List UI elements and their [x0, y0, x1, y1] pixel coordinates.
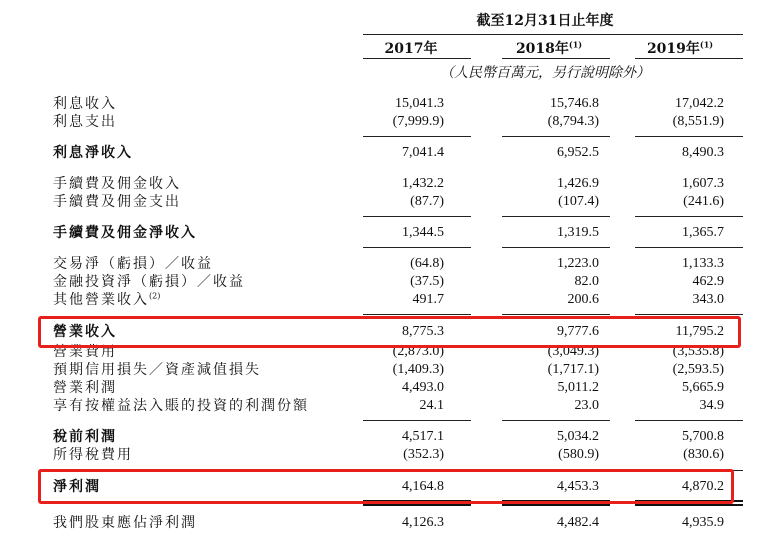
- value-2017: (2,873.0): [392, 344, 444, 359]
- subtotal-rule: [635, 216, 743, 217]
- value-2019: 1,607.3: [682, 176, 724, 191]
- table-row: [0, 112, 780, 132]
- value-2017: 491.7: [412, 292, 444, 307]
- value-2018: 1,319.5: [557, 225, 599, 240]
- value-2019: 462.9: [692, 274, 724, 289]
- table-row: [0, 192, 780, 212]
- value-2018: 5,034.2: [557, 429, 599, 444]
- table-row: [0, 254, 780, 274]
- value-2017: (64.8): [410, 256, 444, 271]
- table-row: [0, 445, 780, 465]
- header-rule: [363, 34, 743, 35]
- year-note: (1): [568, 39, 583, 50]
- row-label: 營業收入: [53, 324, 117, 340]
- total-double-rule: [363, 504, 471, 506]
- value-2019: (3,535.8): [672, 344, 724, 359]
- row-label: 利息支出: [53, 114, 117, 130]
- year-rule-2017: [363, 58, 471, 59]
- year-header-2019: [615, 38, 745, 58]
- value-2018: 1,426.9: [557, 176, 599, 191]
- table-row: [0, 360, 780, 380]
- year-label: 2019年: [646, 41, 700, 57]
- value-2018: (3,049.3): [547, 344, 599, 359]
- net-profit-highlight: [38, 469, 734, 504]
- value-2019: 343.0: [692, 292, 724, 307]
- value-2017: (87.7): [410, 194, 444, 209]
- value-2017: 4,493.0: [402, 380, 444, 395]
- row-label: 金融投資淨（虧損）／收益: [53, 274, 245, 290]
- value-2017: 24.1: [419, 398, 444, 413]
- period-header: 截至12月31日止年度: [476, 13, 614, 29]
- row-label: 預期信用損失／資產減值損失: [53, 362, 261, 378]
- subtotal-rule: [502, 216, 610, 217]
- row-label: 手續費及佣金收入: [53, 176, 181, 192]
- row-label: 手續費及佣金支出: [53, 194, 181, 210]
- table-row: [0, 272, 780, 292]
- value-2018: 6,952.5: [557, 145, 599, 160]
- value-2019: 5,700.8: [682, 429, 724, 444]
- value-2018: 1,223.0: [557, 256, 599, 271]
- row-label: 利息淨收入: [53, 145, 133, 161]
- row-label: 交易淨（虧損）／收益: [53, 256, 213, 272]
- subtotal-rule: [635, 420, 743, 421]
- value-2017: (37.5): [410, 274, 444, 289]
- value-2017: 1,432.2: [402, 176, 444, 191]
- value-2017: 8,775.3: [402, 324, 444, 339]
- table-row: [0, 174, 780, 194]
- table-row: [0, 290, 780, 310]
- value-2017: 15,041.3: [395, 96, 444, 111]
- value-2019: 17,042.2: [675, 96, 724, 111]
- total-double-rule: [502, 504, 610, 506]
- value-2018: 4,453.3: [557, 479, 599, 494]
- value-2018: 200.6: [567, 292, 599, 307]
- value-2018: 15,746.8: [550, 96, 599, 111]
- year-header-2017: [346, 38, 476, 58]
- value-2019: 4,870.2: [682, 479, 724, 494]
- value-2018: 9,777.6: [557, 324, 599, 339]
- value-2019: 8,490.3: [682, 145, 724, 160]
- subtotal-rule: [363, 420, 471, 421]
- row-label: 所得稅費用: [53, 447, 133, 463]
- section-rule: [502, 247, 610, 248]
- value-2018: 5,011.2: [557, 380, 599, 395]
- value-2018: (107.4): [558, 194, 599, 209]
- row-label: 稅前利潤: [53, 429, 117, 445]
- value-2019: (830.6): [683, 447, 724, 462]
- operating-income-highlight: [38, 316, 741, 348]
- unit-note: （人民幣百萬元，另行說明除外）: [440, 65, 650, 81]
- value-2019: (241.6): [683, 194, 724, 209]
- table-row: [0, 223, 780, 243]
- total-double-rule: [635, 504, 743, 506]
- value-2019: 11,795.2: [675, 324, 724, 339]
- section-rule: [363, 247, 471, 248]
- year-header-2018: [484, 38, 614, 58]
- value-2019: 34.9: [699, 398, 724, 413]
- row-label: 利息收入: [53, 96, 117, 112]
- table-row: [0, 143, 780, 163]
- value-2017: 7,041.4: [402, 145, 444, 160]
- value-2017: (7,999.9): [392, 114, 444, 129]
- value-2019: 4,935.9: [682, 515, 724, 530]
- value-2017: 4,517.1: [402, 429, 444, 444]
- subtotal-rule: [363, 314, 471, 315]
- table-row: [0, 378, 780, 398]
- value-2018: (1,717.1): [547, 362, 599, 377]
- value-2018: (8,794.3): [547, 114, 599, 129]
- row-label: 手續費及佣金淨收入: [53, 225, 197, 241]
- value-2017: 4,164.8: [402, 479, 444, 494]
- year-note: (1): [699, 39, 714, 50]
- table-row: [0, 513, 780, 533]
- row-label: [53, 290, 160, 310]
- value-2019: 1,133.3: [682, 256, 724, 271]
- value-2017: (1,409.3): [392, 362, 444, 377]
- row-label: 享有按權益法入賬的投資的利潤份額: [53, 398, 309, 414]
- year-rule-2018: [502, 58, 610, 59]
- row-label-text: 其他營業收入: [53, 292, 149, 308]
- value-2018: 4,482.4: [557, 515, 599, 530]
- value-2018: (580.9): [558, 447, 599, 462]
- subtotal-rule: [363, 136, 471, 137]
- table-row: [0, 94, 780, 114]
- row-label: 我們股東應佔淨利潤: [53, 515, 197, 531]
- subtotal-rule: [635, 314, 743, 315]
- value-2019: (2,593.5): [672, 362, 724, 377]
- row-label: 淨利潤: [53, 479, 101, 495]
- subtotal-rule: [502, 136, 610, 137]
- value-2018: 23.0: [574, 398, 599, 413]
- subtotal-rule: [502, 420, 610, 421]
- value-2017: (352.3): [403, 447, 444, 462]
- row-label: 營業利潤: [53, 380, 117, 396]
- value-2017: 1,344.5: [402, 225, 444, 240]
- year-label: 2017年: [384, 41, 438, 57]
- year-label: 2018年: [515, 41, 569, 57]
- row-label: 營業費用: [53, 344, 117, 360]
- value-2018: 82.0: [574, 274, 599, 289]
- subtotal-rule: [635, 136, 743, 137]
- section-rule: [635, 247, 743, 248]
- footnote-marker: (2): [149, 291, 161, 301]
- subtotal-rule: [363, 216, 471, 217]
- table-row: [0, 396, 780, 416]
- value-2019: 5,665.9: [682, 380, 724, 395]
- value-2019: 1,365.7: [682, 225, 724, 240]
- table-row: [0, 427, 780, 447]
- value-2019: (8,551.9): [672, 114, 724, 129]
- subtotal-rule: [502, 314, 610, 315]
- value-2017: 4,126.3: [402, 515, 444, 530]
- year-rule-2019: [635, 58, 743, 59]
